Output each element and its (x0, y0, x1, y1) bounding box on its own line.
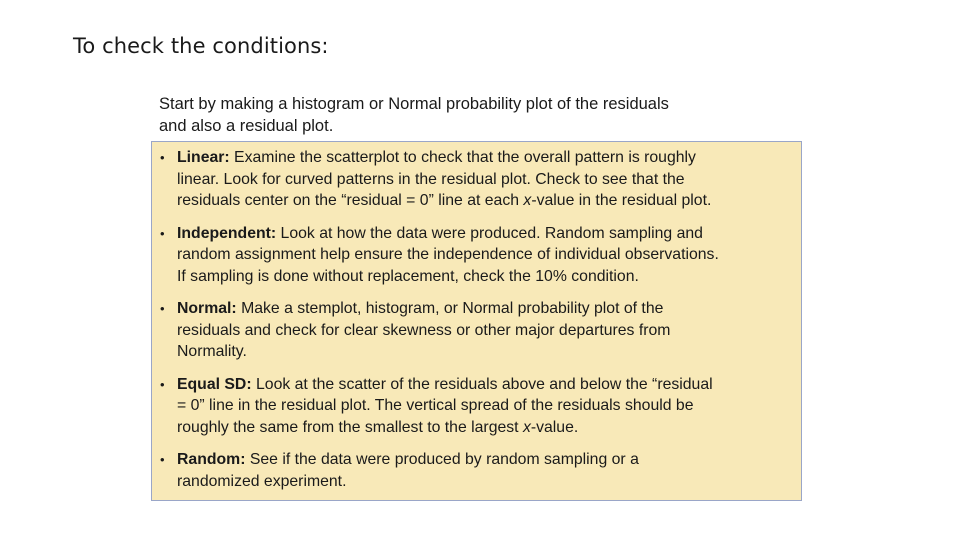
condition-text: Look at how the data were produced. Random sampling and (276, 224, 703, 242)
intro-text (159, 93, 819, 137)
slide-title: To check the conditions: (73, 34, 329, 58)
condition-line: residuals and check for clear skewness or other major departures from (177, 321, 671, 339)
condition-term: Linear: (177, 149, 230, 166)
condition-line (177, 374, 800, 396)
condition-line: = 0” line in the residual plot. The vertical spread of the residuals should be (177, 397, 694, 414)
condition-line (177, 147, 800, 169)
condition-line: randomized experiment. (177, 472, 347, 490)
condition-line (177, 190, 800, 212)
condition-term: Random: (177, 451, 246, 468)
condition-line (177, 223, 800, 245)
condition-line (177, 298, 800, 320)
condition-text: roughly the same from the smallest to the largest (177, 418, 523, 436)
bullet: • (160, 301, 165, 316)
condition-term: Equal SD: (177, 375, 252, 393)
condition-text: residuals center on the “residual = 0” line at each (177, 192, 524, 209)
condition-text: See if the data were produced by random sampling or a (245, 451, 639, 468)
italic-x: x (522, 418, 531, 436)
bullet: • (160, 452, 165, 467)
condition-term: Independent: (177, 224, 277, 242)
condition-text: -value. (530, 418, 579, 436)
condition-equal-sd (160, 374, 800, 439)
intro-line-2: and also a residual plot. (159, 117, 334, 135)
condition-line: random assignment help ensure the independence of individual observations. (177, 246, 719, 263)
bullet: • (160, 150, 165, 165)
intro-line-1: Start by making a histogram or Normal probability plot of the residuals (159, 95, 669, 113)
condition-normal (160, 298, 800, 363)
bullet: • (160, 376, 165, 392)
bullet: • (160, 225, 165, 241)
condition-linear (160, 147, 800, 212)
condition-term: Normal: (177, 300, 237, 317)
condition-independent (160, 223, 800, 288)
italic-x: x (523, 192, 532, 209)
condition-line: Normality. (177, 343, 247, 360)
condition-line: linear. Look for curved patterns in the residual plot. Check to see that the (177, 170, 685, 188)
condition-line (177, 449, 800, 471)
condition-text: Look at the scatter of the residuals above and below the “residual (251, 375, 713, 393)
condition-text: Examine the scatterplot to check that the overall pattern is roughly (229, 149, 696, 166)
condition-random (160, 449, 800, 492)
condition-line (177, 417, 800, 439)
condition-text: Make a stemplot, histogram, or Normal probability plot of the (236, 300, 664, 317)
condition-line: If sampling is done without replacement, check the 10% condition. (177, 267, 639, 285)
condition-text: -value in the residual plot. (531, 192, 712, 209)
conditions-list (160, 147, 800, 503)
